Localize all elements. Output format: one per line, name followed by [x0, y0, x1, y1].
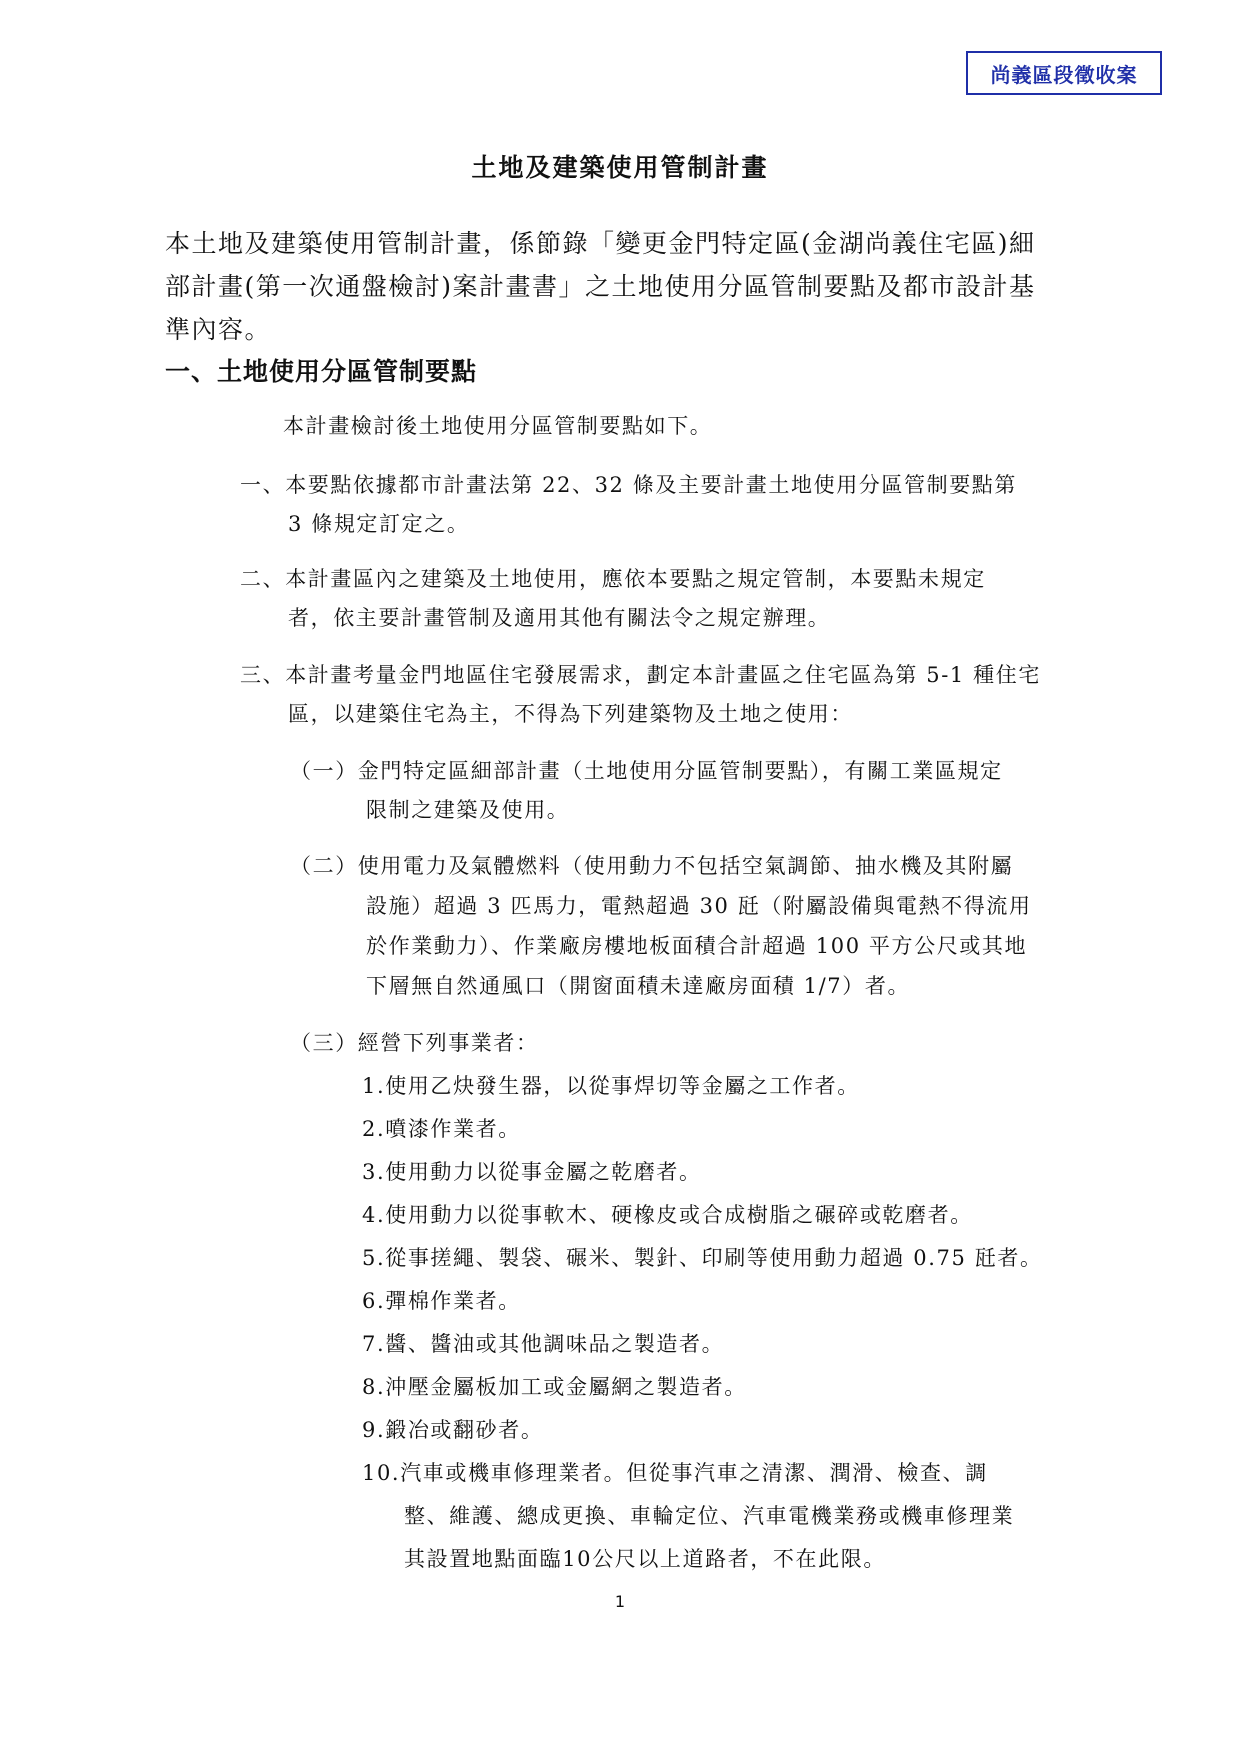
list-item: 1.使用乙炔發生器，以從事焊切等金屬之工作者。: [362, 1074, 860, 1098]
sub-1-line-1: （一）金門特定區細部計畫（土地使用分區管制要點），有關工業區規定: [290, 759, 1003, 783]
document-tag: 尚義區段徵收案: [966, 51, 1162, 95]
list-item: 6.彈棉作業者。: [362, 1289, 521, 1313]
list-item: 3.使用動力以從事金屬之乾磨者。: [362, 1160, 702, 1184]
sub-2-line-2: 設施）超過 3 匹馬力，電熱超過 30 瓩（附屬設備與電熱不得流用: [366, 894, 1032, 918]
list-item: 9.鍛冶或翻砂者。: [362, 1418, 544, 1442]
intro-line-1: 本土地及建築使用管制計畫，係節錄「變更金門特定區(金湖尚義住宅區)細: [165, 229, 1036, 258]
section-heading: 一、土地使用分區管制要點: [165, 357, 478, 386]
item-1-line-1: 一、本要點依據都市計畫法第 22、32 條及主要計畫土地使用分區管制要點第: [240, 473, 1017, 497]
list-item: 10.汽車或機車修理業者。但從事汽車之清潔、潤滑、檢查、調: [362, 1461, 988, 1485]
intro-line-2: 部計畫(第一次通盤檢討)案計畫書」之土地使用分區管制要點及都市設計基: [165, 272, 1036, 301]
sub-3-heading: （三）經營下列事業者：: [290, 1031, 539, 1055]
item-2-line-1: 二、本計畫區內之建築及土地使用，應依本要點之規定管制，本要點未規定: [240, 567, 986, 591]
list-item: 8.沖壓金屬板加工或金屬網之製造者。: [362, 1375, 747, 1399]
page-number: 1: [614, 1592, 626, 1611]
item-3-line-2: 區，以建築住宅為主，不得為下列建築物及土地之使用：: [288, 702, 853, 726]
list-item: 5.從事搓繩、製袋、碾米、製針、印刷等使用動力超過 0.75 瓩者。: [362, 1246, 1043, 1270]
sub-2-line-3: 於作業動力）、作業廠房樓地板面積合計超過 100 平方公尺或其地: [366, 934, 1028, 958]
list-item: 7.醬、醬油或其他調味品之製造者。: [362, 1332, 725, 1356]
item-2-line-2: 者，依主要計畫管制及適用其他有關法令之規定辦理。: [288, 606, 831, 630]
item-1-line-2: 3 條規定訂定之。: [288, 512, 470, 536]
page-title: 土地及建築使用管制計畫: [471, 153, 769, 182]
item-3-line-1: 三、本計畫考量金門地區住宅發展需求，劃定本計畫區之住宅區為第 5-1 種住宅: [240, 663, 1041, 687]
intro-line-3: 準內容。: [165, 315, 272, 344]
list-item: 4.使用動力以從事軟木、硬橡皮或合成樹脂之碾碎或乾磨者。: [362, 1203, 973, 1227]
sub-2-line-4: 下層無自然通風口（開窗面積未達廠房面積 1/7）者。: [366, 974, 911, 998]
sub-1-line-2: 限制之建築及使用。: [366, 798, 570, 822]
lead-paragraph: 本計畫檢討後土地使用分區管制要點如下。: [283, 414, 713, 438]
list-item-10-line-3: 其設置地點面臨10公尺以上道路者，不在此限。: [404, 1547, 886, 1571]
sub-2-line-1: （二）使用電力及氣體燃料（使用動力不包括空氣調節、抽水機及其附屬: [290, 854, 1014, 878]
list-item: 2.噴漆作業者。: [362, 1117, 521, 1141]
list-item-10-line-2: 整、維護、總成更換、車輪定位、汽車電機業務或機車修理業: [404, 1504, 1015, 1528]
